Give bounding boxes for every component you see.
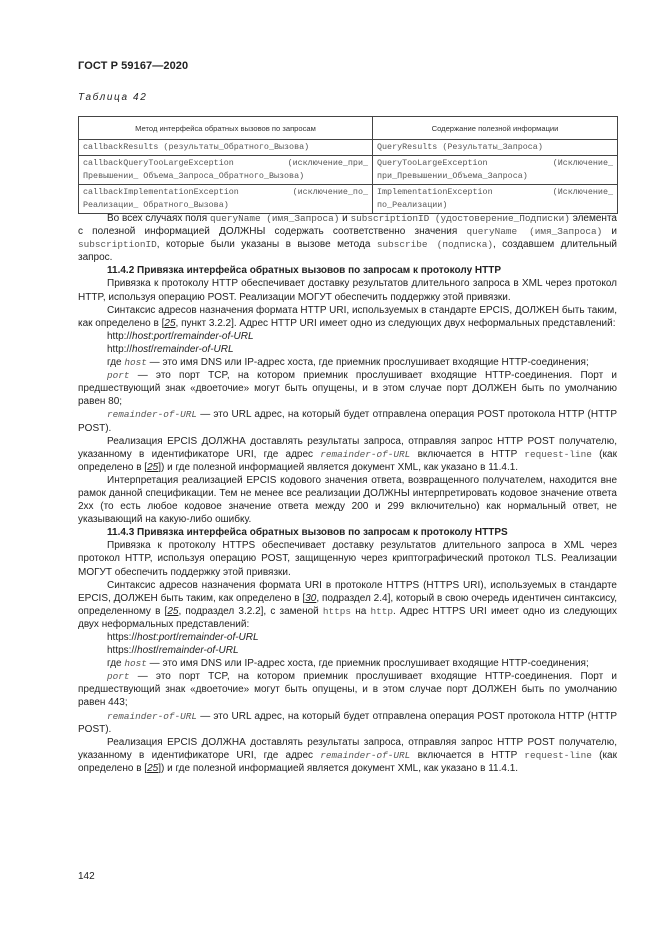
uri-form: https://host/remainder-of-URL — [107, 645, 239, 657]
table-cell: callbackResults (результаты_Обратного_Вызова) — [79, 140, 373, 156]
section-heading: 11.4.2 Привязка интерфейса обратных вызовов по запросам к протоколу HTTP — [107, 265, 502, 277]
reference-link[interactable]: 25 — [147, 762, 159, 774]
definition: где host — это имя DNS или IP-адрес хоста, где приемник прослушивает входящие HTTP-соединения; — [107, 658, 589, 670]
paragraph: Привязка к протоколу HTTP обеспечивает доставку результатов длительного запроса в XML через протокол HTTP, используя операцию POST. Реализации МОГУТ обеспечить поддержку этой привязки. — [78, 278, 617, 303]
definition: remainder-of-URL — это URL адрес, на который будет отправлена операция POST протокола HTTP (HTTP POST). — [78, 710, 617, 735]
table-row — [79, 185, 618, 214]
table-cell: QueryResults (Результаты_Запроса) — [373, 140, 618, 156]
paragraph: Синтаксис адресов назначения формата URI в протоколе HTTPS (HTTPS URI), используемых в стандарте EPCIS, ДОЛЖЕН быть таким, как определено в [30, подраздел 2.4], который в свою очередь идентичен синтаксису, определенному в [25, подраздел 3.2.2], с заменой https на http. Адрес HTTPS URI имеет одно из следующих двух неформальных представлений: — [78, 579, 617, 630]
reference-link[interactable]: 25 — [147, 461, 159, 473]
paragraph: Во всех случаях поля queryName (имя_Запроса) и subscriptionID (удостоверение_Подписки) элемента с полезной информацией ДОЛЖНЫ содержать соответственно значения queryName (имя_Запроса) и subscriptionID, которые были указаны в вызове метода subscribe (подписка), создавшем длительный запрос. — [78, 213, 617, 264]
paragraph: Реализация EPCIS ДОЛЖНА доставлять результаты запроса, отправляя запрос HTTP POST получателю, указанному в идентификаторе URI, где адрес remainder-of-URL включается в HTTP request-line (как определено в [25]) и где полезной информацией является документ XML, как указано в 11.4.1. — [78, 736, 617, 774]
paragraph: Интерпретация реализацией EPCIS кодового значения ответа, возвращенного получателем, находится вне рамок данной спецификации. Тем не менее все реализации ДОЛЖНЫ интерпретировать кодовое значение ответа 2хх (то есть любое кодовое значение ответа между 200 и 299 включительно) как нормальный ответ, не указывающий на какую-либо ошибку. — [78, 474, 617, 526]
uri-form: https://host:port/remainder-of-URL — [107, 632, 259, 643]
table-row — [79, 156, 618, 185]
callback-methods-table — [78, 116, 618, 214]
table-cell: callbackImplementationException (исключение_по_ Реализации_ Обратного_Вызова) — [79, 185, 373, 214]
uri-form: http://host/remainder-of-URL — [107, 343, 234, 355]
reference-link[interactable]: 25 — [167, 605, 179, 617]
table-row — [79, 140, 618, 156]
definition: remainder-of-URL — это URL адрес, на который будет отправлена операция POST протокола HTTP (HTTP POST). — [78, 409, 617, 434]
definition: где host — это имя DNS или IP-адрес хоста, где приемник прослушивает входящие HTTP-соединения; — [107, 357, 589, 369]
definition: port — это порт TCP, на котором приемник прослушивает входящие HTTP-соединения. Порт и предшествующий знак «двоеточие» могут быть опущены, и в этом случае порт ДОЛЖЕН быть по умолчанию равен 443; — [78, 671, 617, 709]
table-caption: Таблица 42 — [78, 92, 148, 103]
paragraph: Синтаксис адресов назначения формата HTTP URI, используемых в стандарте EPCIS, ДОЛЖЕН быть таким, как определено в [25, пункт 3.2.2]. Адрес HTTP URI имеет одно из следующих двух неформальных представлений: — [78, 304, 617, 329]
paragraph: Привязка к протоколу HTTPS обеспечивает доставку результатов длительного запроса в XML через протокол HTTP, используя операцию POST, защищенную через криптографический протокол TLS. Реализации МОГУТ обеспечить поддержку этой привязки. — [78, 540, 617, 578]
reference-link[interactable]: 30 — [305, 592, 317, 604]
table-cell: callbackQueryTooLargeException (исключение_при_ Превышении_ Объема_Запроса_Обратного_Вызова) — [79, 156, 373, 185]
document-header: ГОСТ Р 59167—2020 — [78, 60, 189, 72]
paragraph: Реализация EPCIS ДОЛЖНА доставлять результаты запроса, отправляя запрос HTTP POST получателю, указанному в идентификаторе URI, где адрес remainder-of-URL включается в HTTP request-line (как определено в [25]) и где полезной информацией является документ XML, как указано в 11.4.1. — [78, 435, 617, 473]
column-header: Метод интерфейса обратных вызовов по запросам — [79, 117, 373, 140]
table-cell: ImplementationException (Исключение_ по_Реализации) — [373, 185, 618, 214]
reference-link[interactable]: 25 — [164, 317, 176, 329]
uri-form: http://host:port/remainder-of-URL — [107, 330, 254, 342]
document-body — [78, 212, 617, 775]
definition: port — это порт TCP, на котором приемник прослушивает входящие HTTP-соединения. Порт и предшествующий знак «двоеточие» могут быть опущены, и в этом случае порт ДОЛЖЕН быть по умолчанию равен 80; — [78, 370, 617, 408]
table-cell: QueryTooLargeException (Исключение_ при_Превышении_Объема_Запроса) — [373, 156, 618, 185]
column-header: Содержание полезной информации — [373, 117, 618, 140]
page-number: 142 — [78, 871, 95, 882]
table-header-row — [79, 117, 618, 140]
section-heading: 11.4.3 Привязка интерфейса обратных вызовов по запросам к протоколу HTTPS — [107, 527, 508, 539]
